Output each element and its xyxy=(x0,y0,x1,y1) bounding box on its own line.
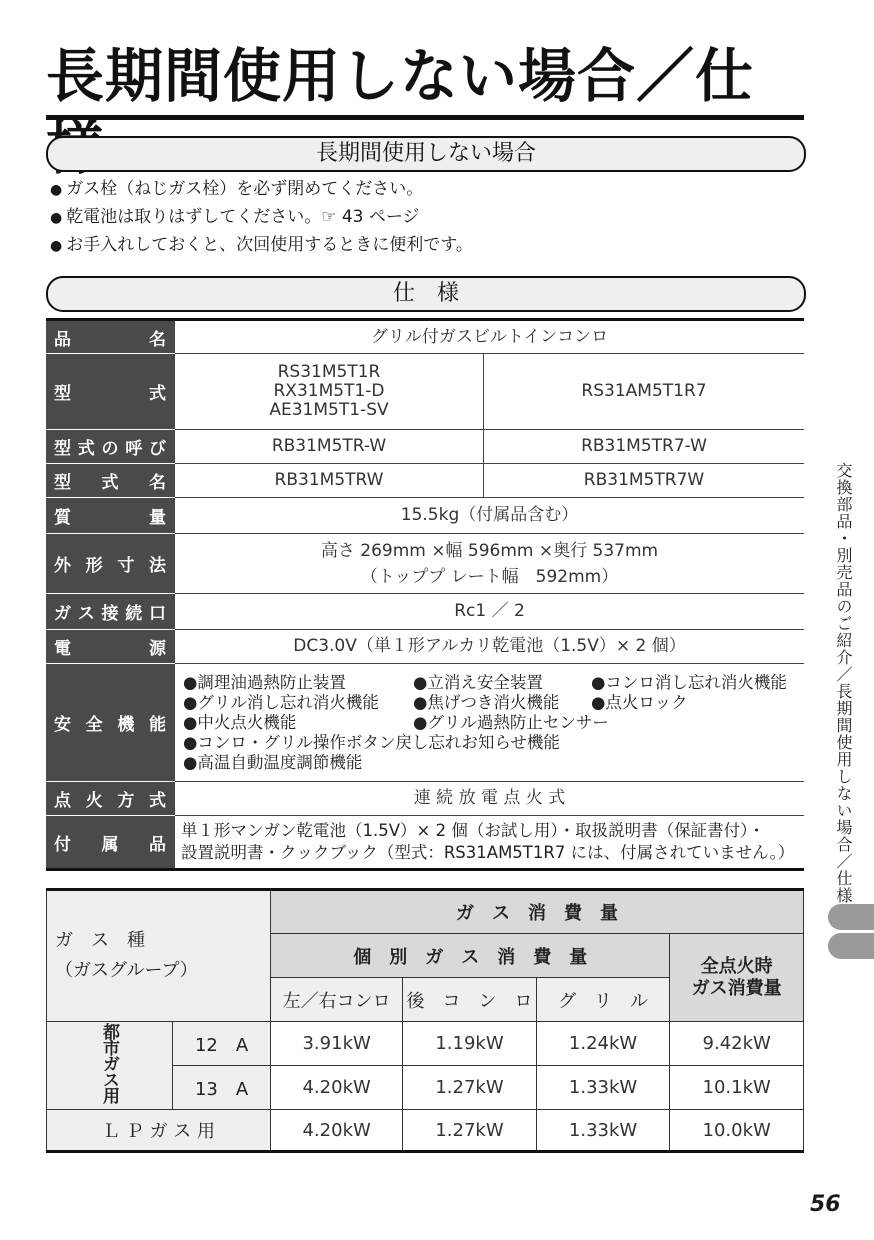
table-row xyxy=(46,782,804,816)
gas-row-label: 13 A xyxy=(173,1066,271,1110)
table-row xyxy=(46,594,804,630)
model-left: RS31M5T1R RX31M5T1-D AE31M5T1-SV xyxy=(175,354,484,430)
col-header-rear: 後 コ ン ロ xyxy=(403,978,537,1022)
gas-inlet-value: Rc1 ／ 2 xyxy=(175,594,805,630)
row-header-ignition: 点 火 方 式 xyxy=(46,782,175,816)
list-item: ●コンロ・グリル操作ボタン戻し忘れお知らせ機能 xyxy=(183,732,560,752)
table-row xyxy=(46,498,804,534)
spec-table xyxy=(46,318,804,871)
table-cell: 10.1kW xyxy=(670,1066,804,1110)
table-row xyxy=(46,320,804,354)
title-underline xyxy=(46,115,804,120)
dimensions-value: 高さ 269mm ×幅 596mm ×奥行 537mm （トッププ レート幅 592mm） xyxy=(175,534,805,594)
list-item: ●グリル消し忘れ消火機能 ●焦げつき消火機能 ●点火ロック xyxy=(183,692,688,712)
table-row xyxy=(46,630,804,664)
section-tab xyxy=(828,904,874,930)
table-row xyxy=(46,664,804,782)
gas-consumption-table xyxy=(46,888,804,1153)
table-row xyxy=(46,534,804,594)
product-value: グリル付ガスビルトインコンロ xyxy=(175,320,805,354)
model-call-right: RB31M5TR7-W xyxy=(484,430,805,464)
section-tab xyxy=(828,933,874,959)
mass-value: 15.5kg（付属品含む） xyxy=(175,498,805,534)
row-header-gas-inlet: ガ ス 接 続 口 xyxy=(46,594,175,630)
gas-type-header: ガ ス 種 （ガスグループ） xyxy=(47,890,271,1022)
row-header-safety: 安 全 機 能 xyxy=(46,664,175,782)
table-row xyxy=(46,816,804,870)
list-item: ● お手入れしておくと、次回使用するときに便利です。 xyxy=(50,235,473,255)
consumption-header: ガ ス 消 費 量 xyxy=(271,890,804,934)
model-name-left: RB31M5TRW xyxy=(175,464,484,498)
table-cell: 1.19kW xyxy=(403,1022,537,1066)
row-header-accessories: 付 属 品 xyxy=(46,816,175,870)
table-cell: 1.24kW xyxy=(536,1022,670,1066)
total-header: 全点火時 ガス消費量 xyxy=(670,934,804,1022)
table-cell: 1.33kW xyxy=(536,1110,670,1152)
bullet-icon: ● xyxy=(50,210,63,226)
list-item: ●中火点火機能 ●グリル過熱防止センサー xyxy=(183,712,609,732)
side-section-label: 交換部品・別売品のご紹介／長期間使用しない場合／仕様 xyxy=(834,462,853,904)
bullet-icon: ● xyxy=(50,182,63,198)
row-header-mass: 質 量 xyxy=(46,498,175,534)
model-call-left: RB31M5TR-W xyxy=(175,430,484,464)
row-header-model: 型 式 xyxy=(46,354,175,430)
table-cell: 9.42kW xyxy=(670,1022,804,1066)
table-cell: 10.0kW xyxy=(670,1110,804,1152)
list-item xyxy=(50,204,473,232)
section-heading-long-term: 長期間使用しない場合 xyxy=(46,136,806,172)
row-header-model-name: 型 式 名 xyxy=(46,464,175,498)
table-cell: 1.27kW xyxy=(403,1110,537,1152)
ignition-value: 連 続 放 電 点 火 式 xyxy=(175,782,805,816)
row-header-model-call: 型 式 の 呼 び xyxy=(46,430,175,464)
power-value: DC3.0V（単１形アルカリ乾電池（1.5V）× 2 個） xyxy=(175,630,805,664)
page-number: 56 xyxy=(810,1192,841,1217)
model-name-right: RB31M5TR7W xyxy=(484,464,805,498)
page-reference: 乾電池は取りはずしてください。☞ 43 ページ xyxy=(66,207,420,227)
list-item: ● ガス栓（ねじガス栓）を必ず閉めてください。 xyxy=(50,179,424,199)
safety-features xyxy=(175,664,805,782)
row-header-product: 品 名 xyxy=(46,320,175,354)
bullet-list xyxy=(50,176,473,260)
individual-header: 個 別 ガ ス 消 費 量 xyxy=(271,934,670,978)
table-cell: 4.20kW xyxy=(271,1066,403,1110)
table-row xyxy=(46,464,804,498)
list-item: ●調理油過熱防止装置 ●立消え安全装置 ●コンロ消し忘れ消火機能 xyxy=(183,672,787,692)
table-cell: 3.91kW xyxy=(271,1022,403,1066)
table-cell: 1.27kW xyxy=(403,1066,537,1110)
table-row xyxy=(47,1022,804,1066)
table-row xyxy=(47,1110,804,1152)
col-header-grill: グ リ ル xyxy=(536,978,670,1022)
accessories-value: 単１形マンガン乾電池（1.5V）× 2 個（お試し用）・取扱説明書（保証書付）・ 設置説明書・クックブック（型式：RS31AM5T1R7 には、付属されていません。） xyxy=(175,816,805,870)
row-header-dimensions: 外 形 寸 法 xyxy=(46,534,175,594)
page-title: 長期間使用しない場合／仕 xyxy=(46,42,755,110)
table-cell: 1.33kW xyxy=(536,1066,670,1110)
model-right: RS31AM5T1R7 xyxy=(484,354,805,430)
list-item: ●高温自動温度調節機能 xyxy=(183,752,363,772)
table-row xyxy=(46,354,804,430)
gas-row-label: Ｌ Ｐ ガ ス 用 xyxy=(47,1110,271,1152)
bullet-icon: ● xyxy=(50,238,63,254)
row-header-power: 電 源 xyxy=(46,630,175,664)
table-row xyxy=(46,430,804,464)
table-cell: 4.20kW xyxy=(271,1110,403,1152)
table-row xyxy=(47,890,804,934)
col-header-left-right: 左／右コンロ xyxy=(271,978,403,1022)
gas-row-label: 12 A xyxy=(173,1022,271,1066)
section-heading-spec: 仕 様 xyxy=(46,276,806,312)
city-gas-label: 都市ガス用 xyxy=(47,1022,173,1110)
